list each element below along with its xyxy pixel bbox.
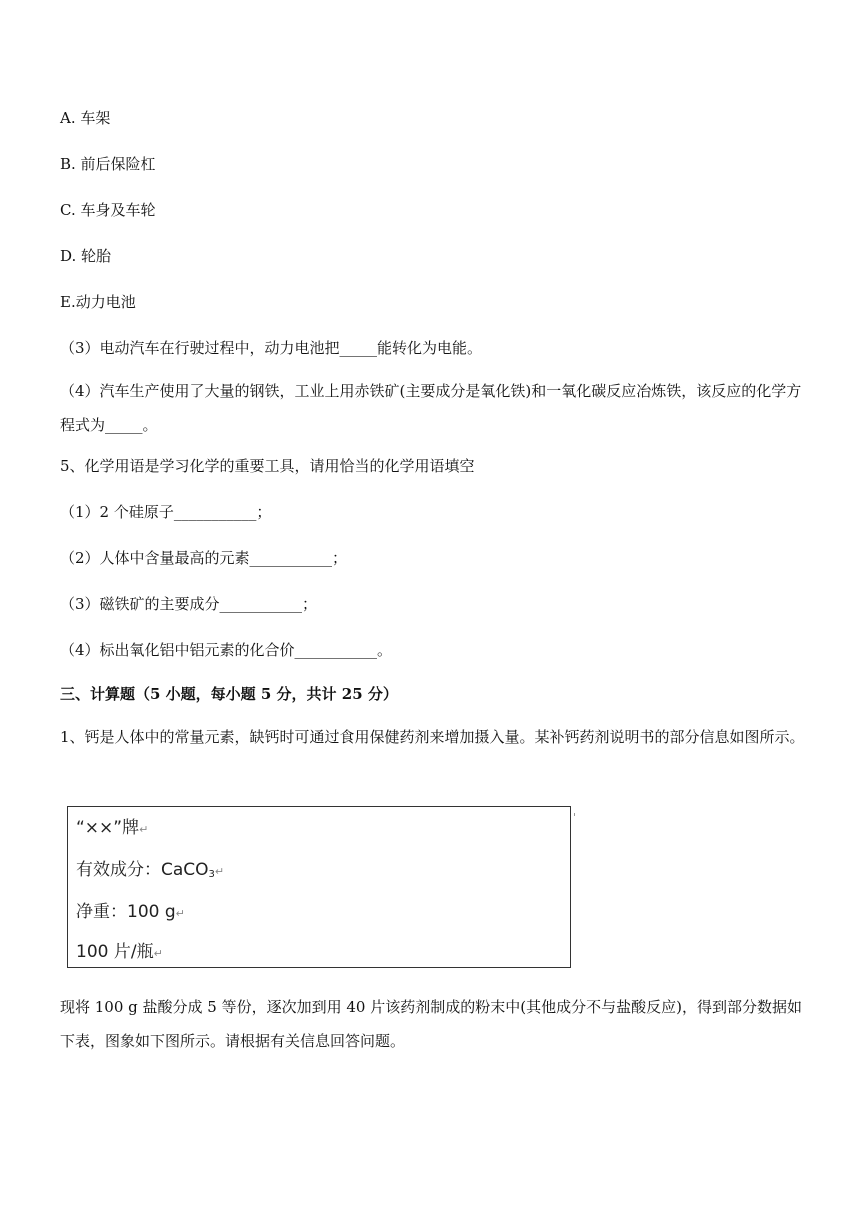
question-4: （4）汽车生产使用了大量的钢铁，工业上用赤铁矿(主要成分是氧化铁)和一氧化碳反应冶炼铁，该反应的化学方程式为_____。 [60, 382, 802, 434]
calc-1-followup: 现将 100 g 盐酸分成 5 等份，逐次加到用 40 片该药剂制成的粉末中(其他成分不与盐酸反应)，得到部分数据如下表，图象如下图所示。请根据有关信息回答问题。 [60, 998, 802, 1050]
option-a: A. 车架 [60, 109, 111, 127]
return-mark: ↵ [175, 907, 185, 920]
return-mark: ↵ [153, 947, 163, 960]
question-3: （3）电动汽车在行驶过程中，动力电池把_____能转化为电能。 [60, 339, 483, 357]
return-mark: ↵ [214, 865, 225, 878]
label-ingredient-row [76, 859, 224, 886]
medicine-label-box [67, 806, 571, 968]
question-5-item-2: （2）人体中含量最高的元素___________； [60, 549, 348, 567]
option-c: C. 车身及车轮 [60, 201, 156, 219]
option-d: D. 轮胎 [60, 247, 112, 265]
question-5-stem: 5、化学用语是学习化学的重要工具，请用恰当的化学用语填空 [60, 457, 475, 475]
option-e: E.动力电池 [60, 293, 136, 311]
label-net-weight: 净重：100 g [76, 902, 176, 922]
question-5-item-1: （1）2 个硅原子___________； [60, 503, 272, 521]
box-edge-mark: ' [573, 811, 577, 824]
label-brand-row [76, 817, 148, 841]
label-brand: “××”牌 [76, 818, 140, 838]
calc-1-stem: 1、钙是人体中的常量元素，缺钙时可通过食用保健药剂来增加摄入量。某补钙药剂说明书的部分信息如图所示。 [60, 728, 805, 746]
label-ingredient-subscript: 3 [208, 869, 215, 880]
question-5-item-4: （4）标出氧化铝中铝元素的化合价___________。 [60, 641, 393, 659]
label-count: 100 片/瓶 [76, 942, 154, 962]
section-3-heading: 三、计算题（5 小题，每小题 5 分，共计 25 分） [60, 685, 398, 703]
label-weight-row [76, 901, 185, 925]
question-5-item-3: （3）磁铁矿的主要成分___________； [60, 595, 318, 613]
return-mark: ↵ [139, 823, 149, 836]
label-count-row [76, 941, 163, 965]
option-b: B. 前后保险杠 [60, 155, 156, 173]
label-ingredient: 有效成分：CaCO [76, 860, 209, 880]
